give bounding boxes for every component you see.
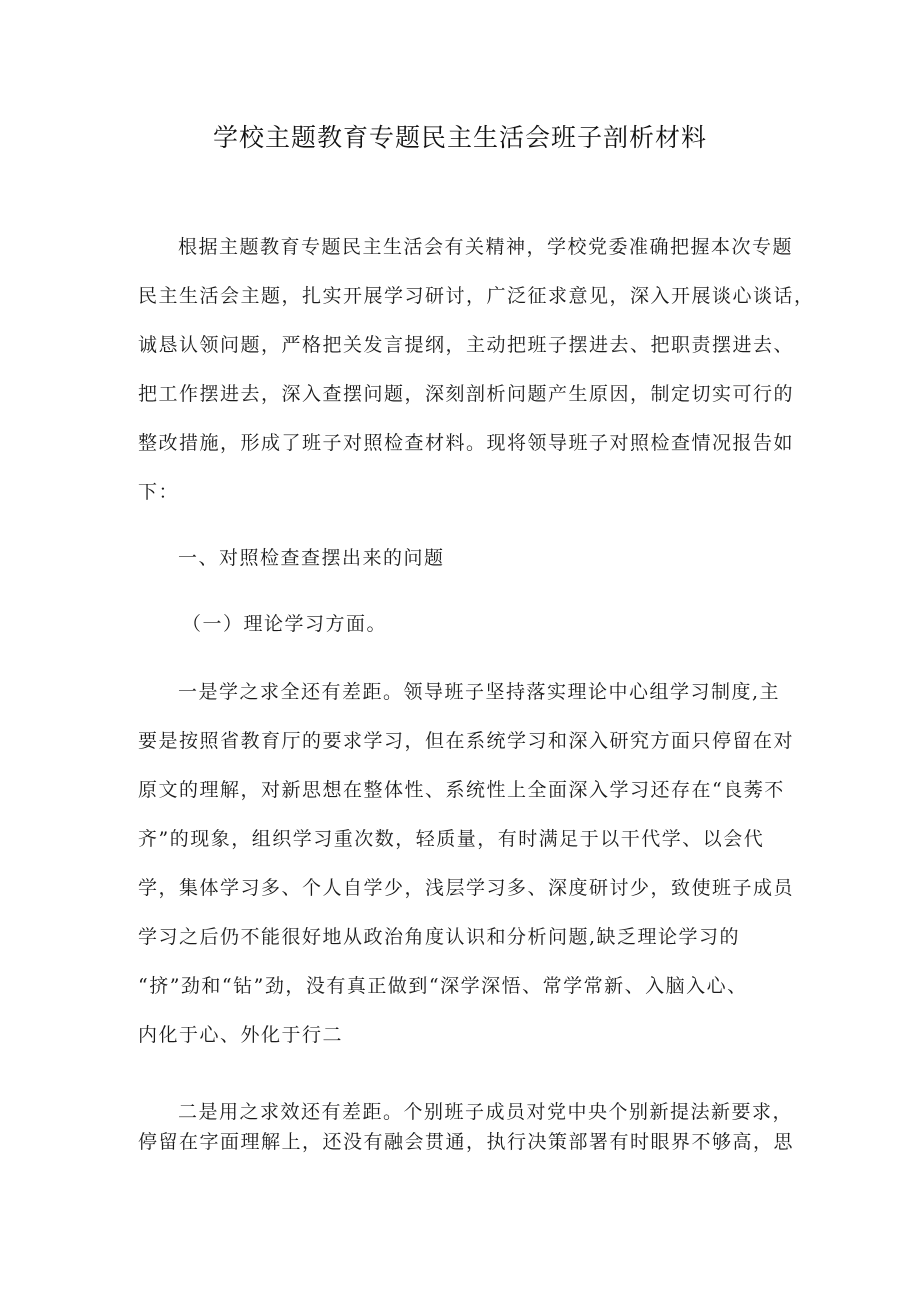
document-title: 学校主题教育专题民主生活会班子剖析材料 xyxy=(212,123,707,152)
intro-line: 整改措施，形成了班子对照检查材料。现将领导班子对照检查情况报告如 xyxy=(138,432,795,454)
subsection-heading: （一）理论学习方面。 xyxy=(182,613,388,635)
paragraph-line: 停留在字面理解上，还没有融会贯通，执行决策部署有时眼界不够高，思 xyxy=(138,1131,795,1153)
intro-line: 下： xyxy=(138,481,180,503)
paragraph-line: 学习之后仍不能很好地从政治角度认识和分析问题,缺乏理论学习的 xyxy=(138,926,741,948)
paragraph-line: 内化于心、外化于行二 xyxy=(138,1024,344,1046)
section-heading: 一、对照检查查摆出来的问题 xyxy=(178,547,445,569)
paragraph-line: 学，集体学习多、个人自学少，浅层学习多、深度研讨少，致使班子成员 xyxy=(138,877,795,899)
paragraph-line: 齐”的现象，组织学习重次数，轻质量，有时满足于以干代学、以会代 xyxy=(138,828,765,850)
intro-line: 诚恳认领问题，严格把关发言提纲，主动把班子摆进去、把职责摆进去、 xyxy=(138,334,795,356)
intro-line: 民主生活会主题，扎实开展学习研讨，广泛征求意见，深入开展谈心谈话， xyxy=(138,285,815,307)
intro-line: 把工作摆进去，深入查摆问题，深刻剖析问题产生原因，制定切实可行的 xyxy=(138,383,795,405)
intro-line: 根据主题教育专题民主生活会有关精神，学校党委准确把握本次专题 xyxy=(178,236,794,258)
paragraph-line: 一是学之求全还有差距。领导班子坚持落实理论中心组学习制度,主 xyxy=(178,681,781,703)
paragraph-line: 二是用之求效还有差距。个别班子成员对党中央个别新提法新要求， xyxy=(178,1101,794,1123)
paragraph-line: 原文的理解，对新思想在整体性、系统性上全面深入学习还存在“良莠不 xyxy=(138,779,785,801)
paragraph-line: “挤”劲和“钻”劲，没有真正做到“深学深悟、常学常新、入脑入心、 xyxy=(138,975,748,997)
paragraph-line: 要是按照省教育厅的要求学习，但在系统学习和深入研究方面只停留在对 xyxy=(138,730,795,752)
